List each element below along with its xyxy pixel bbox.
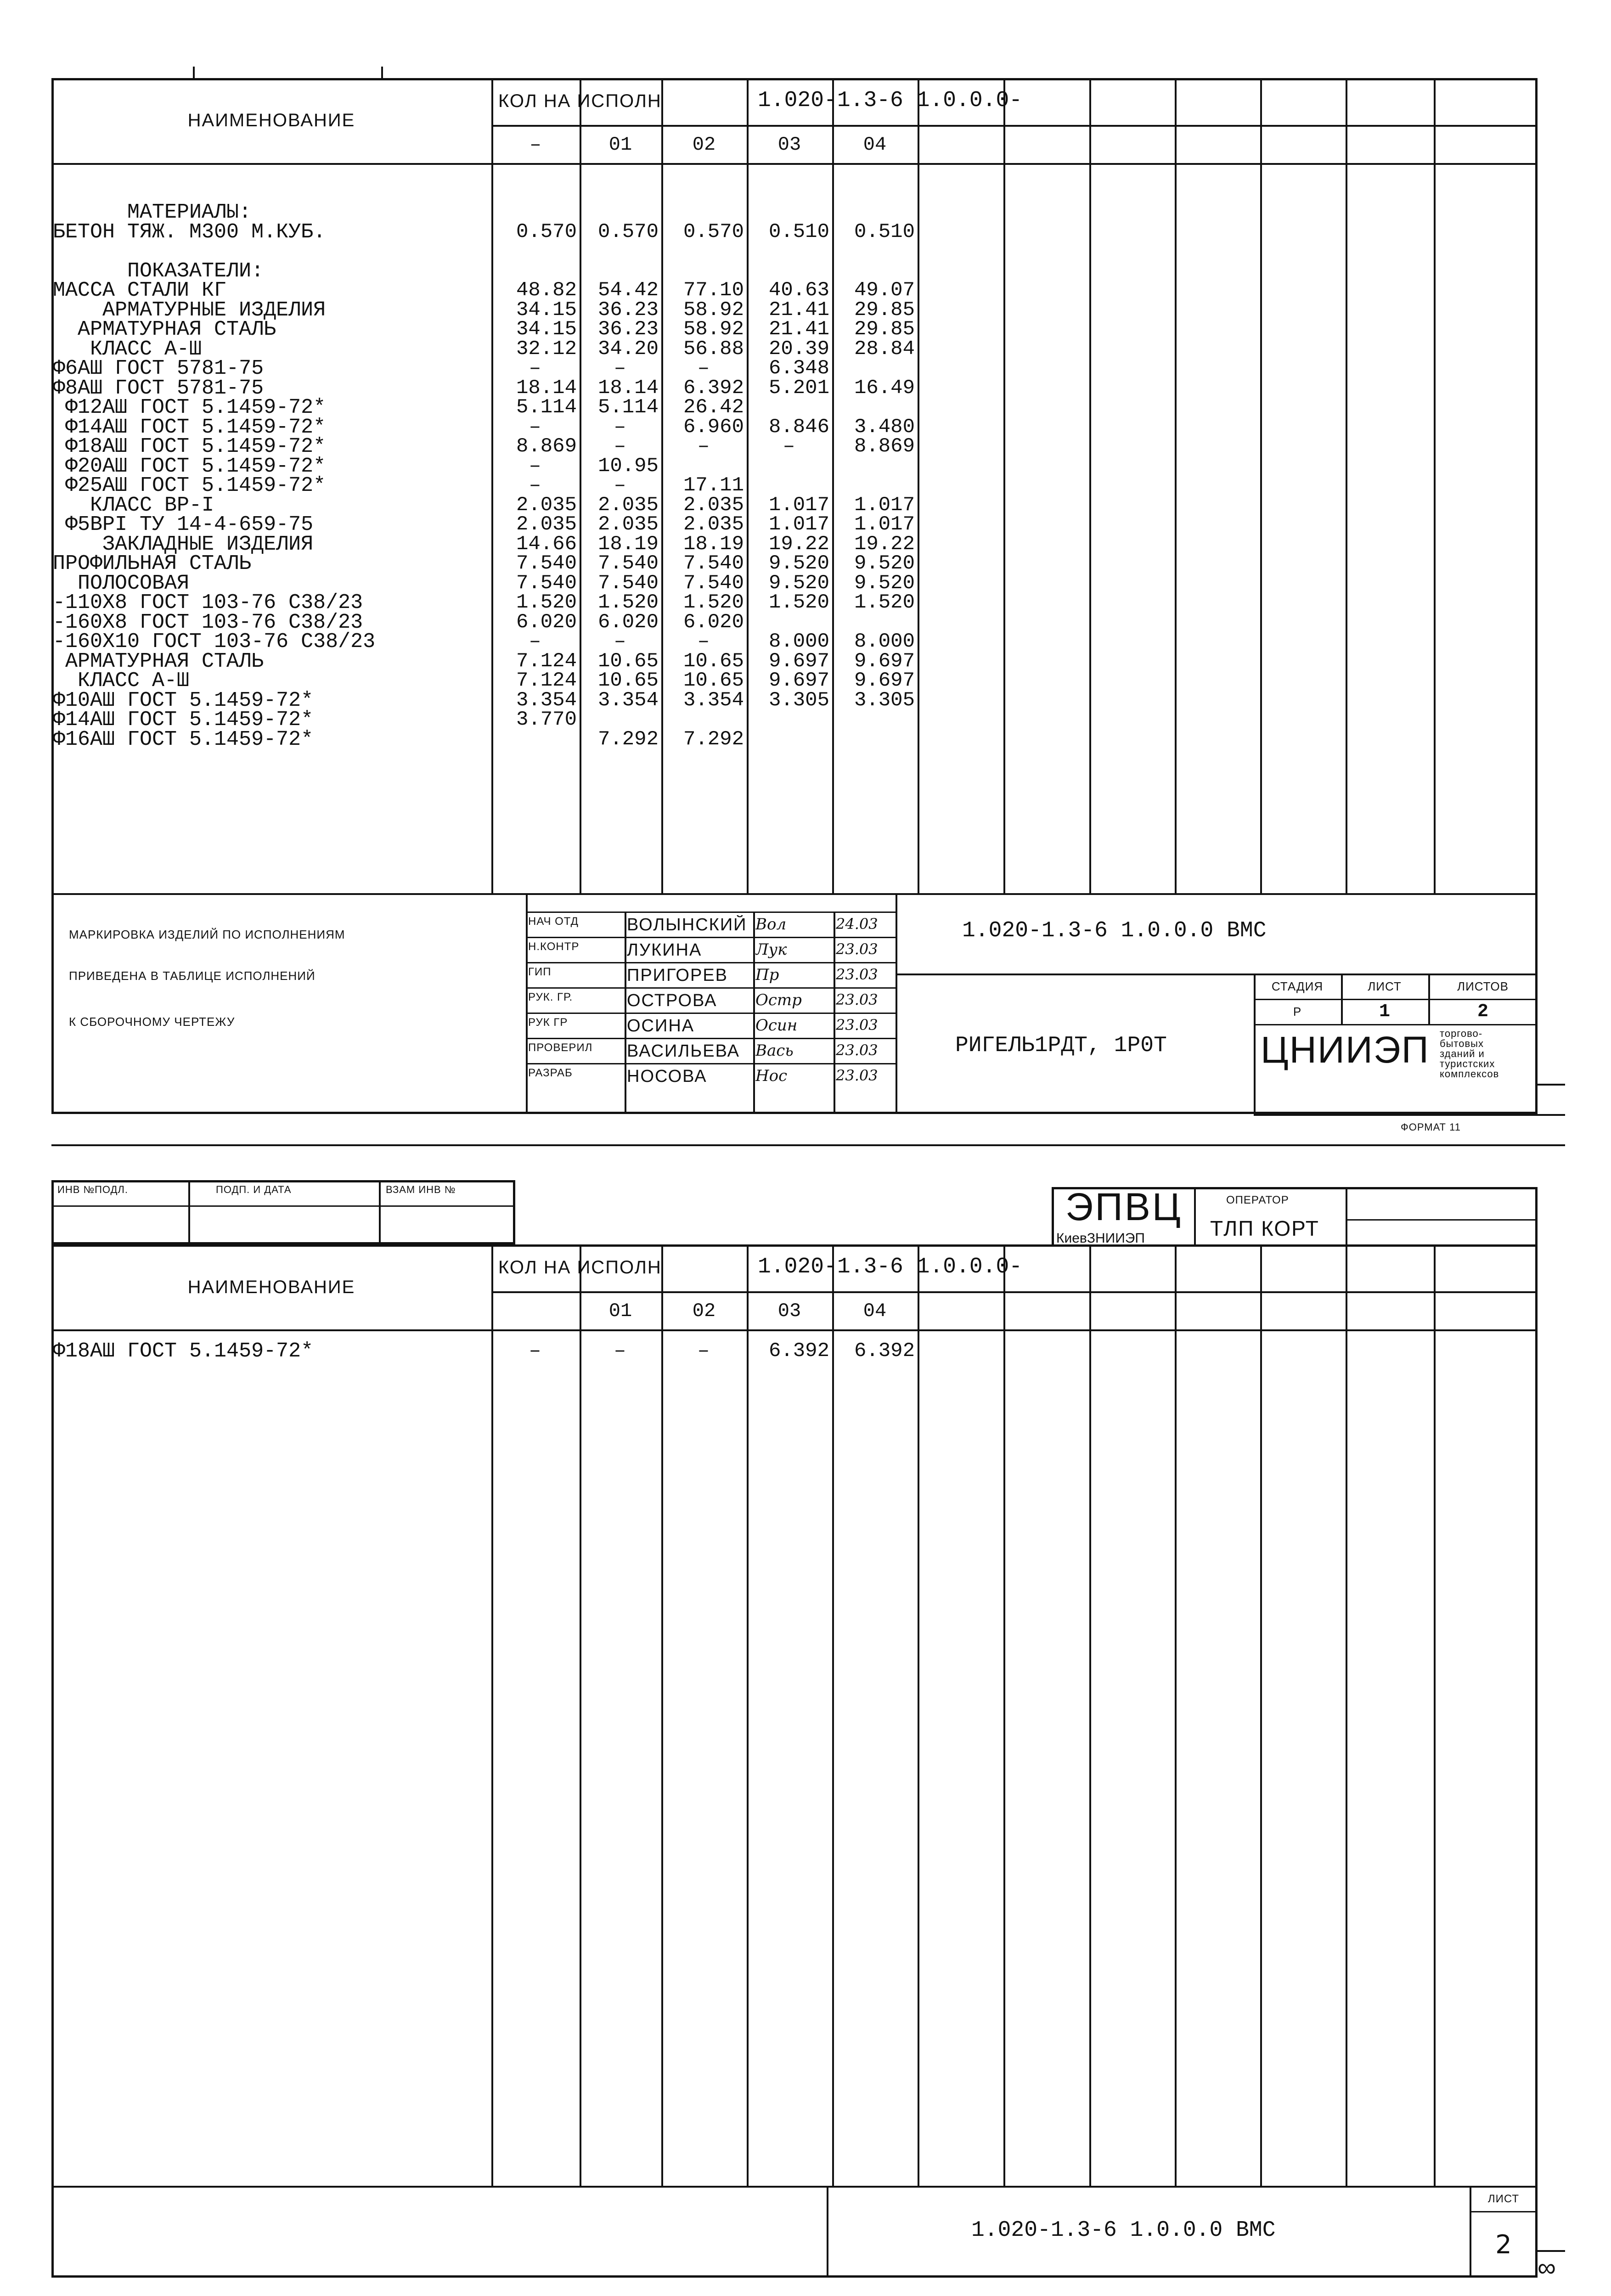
row-label: БЕТОН ТЯЖ. М300 М.КУБ.: [53, 220, 326, 244]
edge-mark: [1538, 2250, 1565, 2252]
operator-label: ОПЕРАТОР: [1226, 1194, 1289, 1206]
sig-name: НОСОВА: [627, 1067, 707, 1086]
row-value: 40.63: [768, 279, 829, 302]
row-label: Ф14АШ ГОСТ 5.1459-72*: [53, 415, 326, 439]
row-value: 3.305: [854, 688, 915, 712]
row-value: 8.000: [854, 630, 915, 653]
row-value: –: [697, 630, 710, 653]
row-value: 17.11: [683, 474, 744, 497]
row-value: 7.292: [683, 727, 744, 751]
row-value: 9.697: [768, 649, 829, 673]
row-value: 6.020: [683, 610, 744, 634]
col-divider: [747, 78, 749, 893]
col-header: 02: [692, 1300, 716, 1322]
sig-date: 23.03: [836, 1041, 878, 1059]
inv-line: [51, 1205, 515, 1207]
col-divider: [1260, 1244, 1262, 2186]
name-column-header: НАИМЕНОВАНИЕ: [187, 110, 355, 130]
row-label: Ф10АШ ГОСТ 5.1459-72*: [53, 688, 314, 712]
row-value: 18.19: [683, 532, 744, 556]
sig-name: ЛУКИНА: [627, 940, 702, 960]
row-value: 9.520: [854, 571, 915, 595]
sig-role: ГИП: [528, 966, 552, 978]
bottom-block-line: [51, 2186, 1538, 2188]
title-block-top: [51, 893, 1538, 895]
col-header: [491, 1293, 580, 1329]
row-value: 29.85: [854, 298, 915, 321]
row-value: 8.869: [854, 435, 915, 458]
col-divider: [1089, 78, 1091, 893]
row-value: 19.22: [854, 532, 915, 556]
row-value: 18.14: [516, 376, 577, 400]
row-value: 8.000: [768, 630, 829, 653]
format-line: [1254, 1114, 1565, 1116]
row-value: 7.540: [597, 552, 659, 575]
sig-date: 23.03: [836, 1016, 878, 1034]
row-value: 2.035: [597, 493, 659, 517]
sig-row-line: [526, 1063, 896, 1064]
row-value: 28.84: [854, 337, 915, 360]
row-value: –: [614, 474, 626, 497]
row-value: –: [614, 630, 626, 653]
sig-row-line: [526, 1013, 896, 1014]
edge-symbol: ∞: [1538, 2253, 1556, 2282]
col-header: 02: [692, 134, 716, 156]
row-label: Ф16АШ ГОСТ 5.1459-72*: [53, 727, 314, 751]
row-label: Ф20АШ ГОСТ 5.1459-72*: [53, 454, 326, 478]
row-value: 58.92: [683, 318, 744, 341]
sig-signature: Осин: [755, 1016, 798, 1035]
row-value: 10.65: [683, 649, 744, 673]
col-divider: [1434, 1244, 1436, 2186]
col-header: 03: [777, 134, 801, 156]
row-label: ПРОФИЛЬНАЯ СТАЛЬ: [53, 552, 252, 575]
sheets-value: 2: [1477, 1002, 1488, 1022]
row-value: 6.020: [516, 610, 577, 634]
row-label: МАССА СТАЛИ КГ: [53, 279, 227, 302]
row-value: 18.19: [597, 532, 659, 556]
row-value: 5.114: [516, 396, 577, 419]
item-title: РИГЕЛЬ1РДТ, 1Р0Т: [955, 1033, 1167, 1058]
row-value: 54.42: [597, 279, 659, 302]
row-value: 10.65: [597, 669, 659, 692]
row-value: 1.520: [597, 591, 659, 614]
row-value: 5.201: [768, 376, 829, 400]
name-column-header: НАИМЕНОВАНИЕ: [187, 1277, 355, 1297]
sig-name: ВОЛЫНСКИЙ: [627, 915, 747, 934]
sig-role: ПРОВЕРИЛ: [528, 1041, 593, 1054]
sig-signature: Нос: [755, 1067, 788, 1085]
row-label: -160Х8 ГОСТ 103-76 С38/23: [53, 610, 363, 634]
row-label: АРМАТУРНАЯ СТАЛЬ: [53, 649, 264, 673]
sig-date: 23.03: [836, 991, 878, 1008]
row-value: –: [697, 435, 710, 458]
tb-line: [896, 893, 897, 1114]
col-header: –: [529, 134, 541, 156]
sheet2-frame: [51, 1244, 1538, 2278]
row-value: 6.020: [597, 610, 659, 634]
row-label: Ф25АШ ГОСТ 5.1459-72*: [53, 474, 326, 497]
row-label: АРМАТУРНАЯ СТАЛЬ: [53, 318, 276, 341]
row-label: Ф8АШ ГОСТ 5781-75: [53, 376, 264, 400]
col-divider: [1434, 78, 1436, 893]
row-value: 3.354: [597, 688, 659, 712]
row-value: 7.540: [683, 571, 744, 595]
row-value: 34.15: [516, 318, 577, 341]
row-label: Ф12АШ ГОСТ 5.1459-72*: [53, 396, 326, 419]
row-value: 36.23: [597, 318, 659, 341]
row-value: 34.15: [516, 298, 577, 321]
row-value: 26.42: [683, 396, 744, 419]
row-value: 9.520: [768, 552, 829, 575]
row-value: 1.520: [516, 591, 577, 614]
row-value: 0.570: [597, 220, 659, 243]
row-value: 3.354: [683, 688, 744, 712]
row-value: –: [783, 435, 795, 458]
sig-signature: Пр: [755, 966, 779, 984]
row-value: 7.540: [597, 571, 659, 595]
note-line-2: ПРИВЕДЕНА В ТАБЛИЦЕ ИСПОЛНЕНИЙ: [69, 969, 315, 983]
col-divider: [832, 1244, 834, 2186]
sig-top-line: [526, 912, 896, 913]
row-value: 9.520: [854, 552, 915, 575]
replace-inv-label: ВЗАМ ИНВ №: [386, 1184, 456, 1195]
row-value: 9.697: [768, 669, 829, 692]
row-value: 10.65: [683, 669, 744, 692]
sig-name: ОСТРОВА: [627, 991, 717, 1010]
row-value: 8.846: [768, 415, 829, 439]
inv-label: ИНВ №ПОДЛ.: [57, 1184, 128, 1195]
tick: [381, 67, 383, 79]
operator-value: ТЛП КОРТ: [1210, 1216, 1319, 1240]
row-value: 49.07: [854, 279, 915, 302]
col-divider: [1346, 78, 1347, 893]
note-line-1: МАРКИРОВКА ИЗДЕЛИЙ ПО ИСПОЛНЕНИЯМ: [69, 928, 345, 941]
sign-date-label: ПОДП. И ДАТА: [216, 1184, 292, 1195]
row-value: 8.869: [516, 435, 577, 458]
row-label: Ф14АШ ГОСТ 5.1459-72*: [53, 708, 314, 732]
col-divider: [1003, 1244, 1005, 2186]
col-divider: [1346, 1244, 1347, 2186]
bottom-block-line: [827, 2186, 828, 2278]
row-value: 7.124: [516, 649, 577, 673]
sig-date: 23.03: [836, 1067, 878, 1084]
row-value: 5.114: [597, 396, 659, 419]
row-value: 77.10: [683, 279, 744, 302]
row-value: 19.22: [768, 532, 829, 556]
row-value: –: [529, 454, 541, 478]
row-value: 7.292: [597, 727, 659, 751]
row-value: 6.392: [854, 1339, 915, 1362]
sig-row-line: [526, 1038, 896, 1039]
row-label: МАТЕРИАЛЫ:: [53, 201, 252, 224]
tb-line: [1254, 1024, 1538, 1025]
col-divider: [747, 1244, 749, 2186]
row-value: 0.510: [768, 220, 829, 243]
stage-value: Р: [1293, 1005, 1302, 1019]
row-value: 3.480: [854, 415, 915, 439]
org-sub: [1440, 1029, 1499, 1079]
row-label: ПОКАЗАТЕЛИ:: [53, 259, 264, 283]
row-value: 1.017: [768, 513, 829, 536]
row-value: –: [614, 1339, 626, 1362]
row-value: 2.035: [516, 513, 577, 536]
doc-code: 1.020-1.3-6 1.0.0.0-: [758, 1255, 1023, 1279]
col-divider: [918, 78, 919, 893]
row-value: 18.14: [597, 376, 659, 400]
row-value: 0.570: [516, 220, 577, 243]
tick: [193, 67, 195, 79]
row-value: –: [697, 357, 710, 380]
sig-row-line: [526, 987, 896, 989]
row-value: 9.697: [854, 669, 915, 692]
org-sub-line: туристских: [1440, 1058, 1495, 1069]
col-header: 01: [608, 134, 632, 156]
col-divider: [918, 1244, 919, 2186]
sig-signature: Остр: [755, 991, 802, 1009]
sig-role: РАЗРАБ: [528, 1067, 573, 1079]
org-sub-line: зданий и: [1440, 1048, 1485, 1059]
col-header: 04: [863, 1300, 887, 1322]
row-value: 56.88: [683, 337, 744, 360]
sheets-label: ЛИСТОВ: [1457, 979, 1509, 993]
doc-title: 1.020-1.3-6 1.0.0.0 ВМС: [971, 2218, 1276, 2243]
row-value: 58.92: [683, 298, 744, 321]
org-sub-line: торгово-: [1440, 1028, 1483, 1039]
org-name: ЦНИИЭП: [1261, 1029, 1430, 1071]
row-label: Ф18АШ ГОСТ 5.1459-72*: [53, 1339, 314, 1363]
sig-date: 23.03: [836, 966, 878, 983]
row-label: КЛАСС А-Ш: [53, 337, 202, 361]
row-value: –: [529, 474, 541, 497]
sheet-label: ЛИСТ: [1368, 979, 1402, 993]
stamp-line: [1346, 1219, 1538, 1221]
row-value: 7.540: [516, 552, 577, 575]
row-value: 6.348: [768, 357, 829, 380]
sig-signature: Вол: [755, 915, 787, 934]
tb-line: [526, 893, 528, 1114]
row-value: 32.12: [516, 337, 577, 360]
row-value: 2.035: [516, 493, 577, 517]
row-value: –: [529, 630, 541, 653]
row-value: –: [614, 357, 626, 380]
format-underline: [51, 1144, 1565, 1146]
org-sub-line: комплексов: [1440, 1068, 1499, 1080]
row-value: 7.540: [516, 571, 577, 595]
row-value: 1.520: [768, 591, 829, 614]
col-divider: [1175, 1244, 1177, 2186]
sig-signature: Вась: [755, 1041, 794, 1060]
stamp-line: [1346, 1187, 1347, 1247]
sheet-value: 1: [1379, 1002, 1390, 1022]
row-label: -110Х8 ГОСТ 103-76 С38/23: [53, 591, 363, 614]
row-value: 1.520: [683, 591, 744, 614]
sig-date: 24.03: [836, 915, 878, 933]
row-value: 10.95: [597, 454, 659, 478]
row-value: –: [614, 415, 626, 439]
row-value: 2.035: [597, 513, 659, 536]
sig-row-line: [526, 962, 896, 963]
row-value: 16.49: [854, 376, 915, 400]
sig-role: РУК. ГР.: [528, 991, 573, 1003]
row-value: 10.65: [597, 649, 659, 673]
row-value: –: [529, 357, 541, 380]
row-value: 3.354: [516, 688, 577, 712]
inv-line: [188, 1180, 190, 1244]
doc-title: 1.020-1.3-6 1.0.0.0 ВМС: [962, 918, 1267, 943]
inv-line: [379, 1180, 381, 1244]
row-value: –: [529, 1339, 541, 1362]
row-value: 3.770: [516, 708, 577, 731]
col-header: 04: [863, 134, 887, 156]
row-label: Ф5ВРI ТУ 14-4-659-75: [53, 513, 314, 536]
stage-label: СТАДИЯ: [1271, 979, 1324, 993]
row-label: КЛАСС А-Ш: [53, 669, 190, 692]
col-divider: [1003, 78, 1005, 893]
col-header: 03: [777, 1300, 801, 1322]
name-col-line: [491, 1244, 493, 2186]
row-value: 1.017: [768, 493, 829, 517]
row-value: 2.035: [683, 513, 744, 536]
note-line-3: К СБОРОЧНОМУ ЧЕРТЕЖУ: [69, 1015, 235, 1029]
hdr-line-bottom: [51, 163, 1538, 165]
row-value: 0.510: [854, 220, 915, 243]
row-label: Ф6АШ ГОСТ 5781-75: [53, 357, 264, 380]
row-value: 3.305: [768, 688, 829, 712]
qty-header: КОЛ НА ИСПОЛН: [498, 1257, 662, 1277]
row-value: –: [614, 435, 626, 458]
row-value: –: [529, 415, 541, 439]
row-label: АРМАТУРНЫЕ ИЗДЕЛИЯ: [53, 298, 326, 322]
sig-date: 23.03: [836, 940, 878, 958]
qty-header: КОЛ НА ИСПОЛН: [498, 91, 662, 111]
col-divider: [661, 1244, 663, 2186]
row-value: 36.23: [597, 298, 659, 321]
row-value: 48.82: [516, 279, 577, 302]
row-value: 9.520: [768, 571, 829, 595]
row-value: 21.41: [768, 318, 829, 341]
sig-name: ВАСИЛЬЕВА: [627, 1041, 740, 1061]
row-value: 7.540: [683, 552, 744, 575]
row-value: 7.124: [516, 669, 577, 692]
org-sub-line: бытовых: [1440, 1038, 1484, 1049]
row-value: 21.41: [768, 298, 829, 321]
row-value: 20.39: [768, 337, 829, 360]
sig-name: ОСИНА: [627, 1016, 695, 1035]
row-label: ЗАКЛАДНЫЕ ИЗДЕЛИЯ: [53, 532, 314, 556]
row-value: 9.697: [854, 649, 915, 673]
row-value: 6.392: [768, 1339, 829, 1362]
doc-code: 1.020-1.3-6 1.0.0.0-: [758, 88, 1023, 113]
sig-role: НАЧ ОТД: [528, 915, 579, 928]
row-value: 14.66: [516, 532, 577, 556]
sheet-number: 2: [1495, 2230, 1512, 2260]
hdr-line-bottom: [51, 1329, 1538, 1331]
stamp-line: [1194, 1187, 1196, 1247]
col-divider: [832, 78, 834, 893]
row-value: 29.85: [854, 318, 915, 341]
row-value: 6.392: [683, 376, 744, 400]
col-divider: [1260, 78, 1262, 893]
row-value: 6.960: [683, 415, 744, 439]
row-value: 1.017: [854, 513, 915, 536]
row-value: –: [697, 1339, 710, 1362]
stamp-big: ЭПВЦ: [1065, 1185, 1183, 1228]
row-label: -160Х10 ГОСТ 103-76 С38/23: [53, 630, 376, 653]
col-divider: [580, 1244, 581, 2186]
edge-mark: [1538, 1084, 1565, 1086]
stamp-sub: КиевЗНИИЭП: [1056, 1231, 1145, 1246]
row-value: 1.017: [854, 493, 915, 517]
sig-role: РУК ГР: [528, 1016, 568, 1029]
format-label: ФОРМАТ 11: [1401, 1121, 1461, 1133]
sig-row-line: [526, 937, 896, 938]
row-value: 1.520: [854, 591, 915, 614]
col-divider: [1089, 1244, 1091, 2186]
row-label: ПОЛОСОВАЯ: [53, 571, 190, 595]
row-value: 0.570: [683, 220, 744, 243]
col-divider: [1175, 78, 1177, 893]
row-value: 2.035: [683, 493, 744, 517]
sig-signature: Лук: [755, 940, 787, 959]
row-label: Ф18АШ ГОСТ 5.1459-72*: [53, 435, 326, 458]
sig-role: Н.КОНТР: [528, 940, 580, 953]
sig-name: ПРИГОРЕВ: [627, 966, 728, 985]
sheet-label: ЛИСТ: [1487, 2192, 1520, 2205]
col-header: 01: [608, 1300, 632, 1322]
row-label: КЛАСС ВР-I: [53, 493, 214, 517]
row-value: 34.20: [597, 337, 659, 360]
